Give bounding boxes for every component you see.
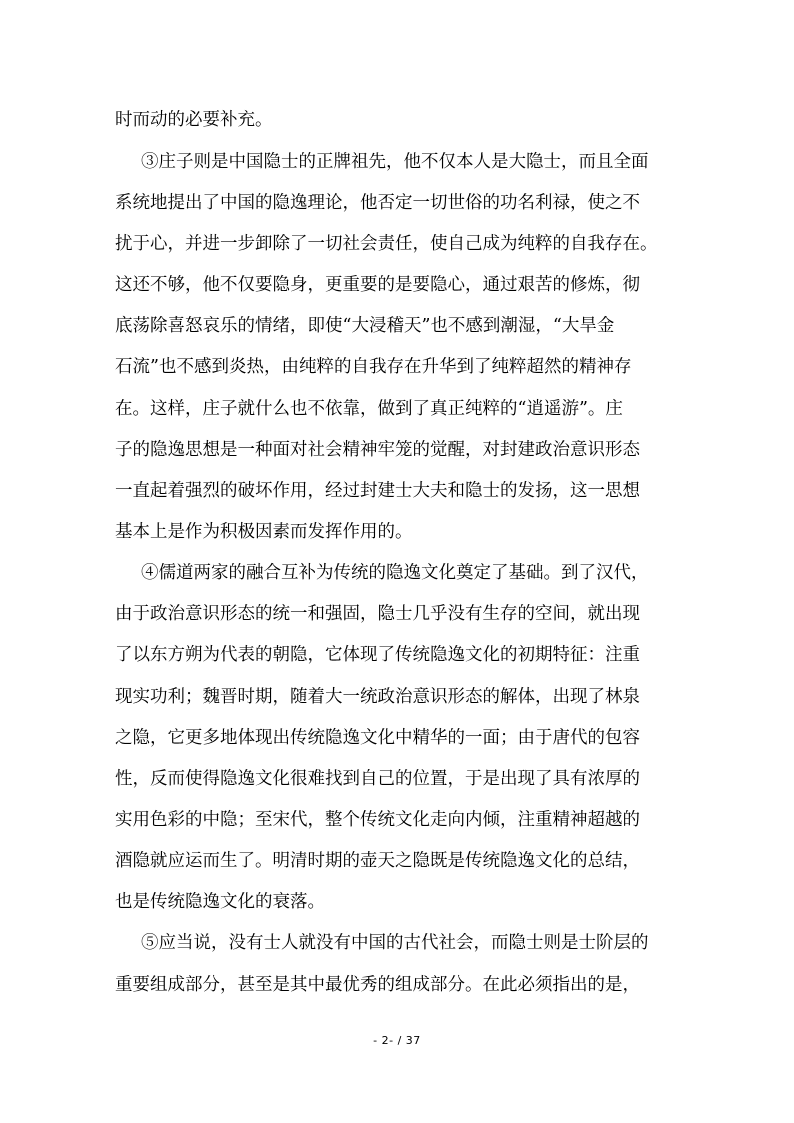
text-line: 实用色彩的中隐；至宋代，整个传统文化走向内倾，注重精神超越的 (115, 810, 640, 830)
text-line: 也是传统隐逸文化的衰落。 (115, 892, 325, 912)
text-line: ③庄子则是中国隐士的正牌祖先，他不仅本人是大隐士，而且全面 (141, 152, 649, 172)
text-line: 在。这样，庄子就什么也不依靠，做到了真正纯粹的“逍遥游”。庄 (115, 399, 623, 419)
page-number: - 2- / 37 (373, 1034, 421, 1047)
text-line: 性，反而使得隐逸文化很难找到自己的位置，于是出现了具有浓厚的 (115, 769, 640, 789)
text-line: 基本上是作为积极因素而发挥作用的。 (115, 522, 413, 542)
text-line: 重要组成部分，甚至是其中最优秀的组成部分。在此必须指出的是， (115, 975, 640, 995)
text-line: ④儒道两家的融合互补为传统的隐逸文化奠定了基础。到了汉代， (141, 563, 649, 583)
text-line: 一直起着强烈的破坏作用，经过封建士大夫和隐士的发扬，这一思想 (115, 481, 640, 501)
text-line: 系统地提出了中国的隐逸理论，他否定一切世俗的功名利禄，使之不 (115, 193, 640, 213)
text-line: ⑤应当说，没有士人就没有中国的古代社会，而隐士则是士阶层的 (141, 933, 649, 953)
text-line: 之隐，它更多地体现出传统隐逸文化中精华的一面；由于唐代的包容 (115, 728, 640, 748)
text-line: 了以东方朔为代表的朝隐，它体现了传统隐逸文化的初期特征：注重 (115, 645, 640, 665)
text-line: 这还不够，他不仅要隐身，更重要的是要隐心，通过艰苦的修炼，彻 (115, 275, 640, 295)
text-line: 底荡除喜怒哀乐的情绪，即使“大浸稽天”也不感到潮湿，“大旱金 (115, 316, 615, 336)
text-line: 石流”也不感到炎热，由纯粹的自我存在升华到了纯粹超然的精神存 (115, 357, 632, 377)
text-line: 酒隐就应运而生了。明清时期的壶天之隐既是传统隐逸文化的总结， (115, 851, 640, 871)
text-line: 时而动的必要补充。 (115, 110, 273, 130)
text-line: 由于政治意识形态的统一和强固，隐士几乎没有生存的空间，就出现 (115, 604, 640, 624)
text-line: 现实功利；魏晋时期，随着大一统政治意识形态的解体，出现了林泉 (115, 687, 640, 707)
text-line: 扰于心，并进一步卸除了一切社会责任，使自己成为纯粹的自我存在。 (115, 234, 658, 254)
text-line: 子的隐逸思想是一种面对社会精神牢笼的觉醒，对封建政治意识形态 (115, 440, 640, 460)
